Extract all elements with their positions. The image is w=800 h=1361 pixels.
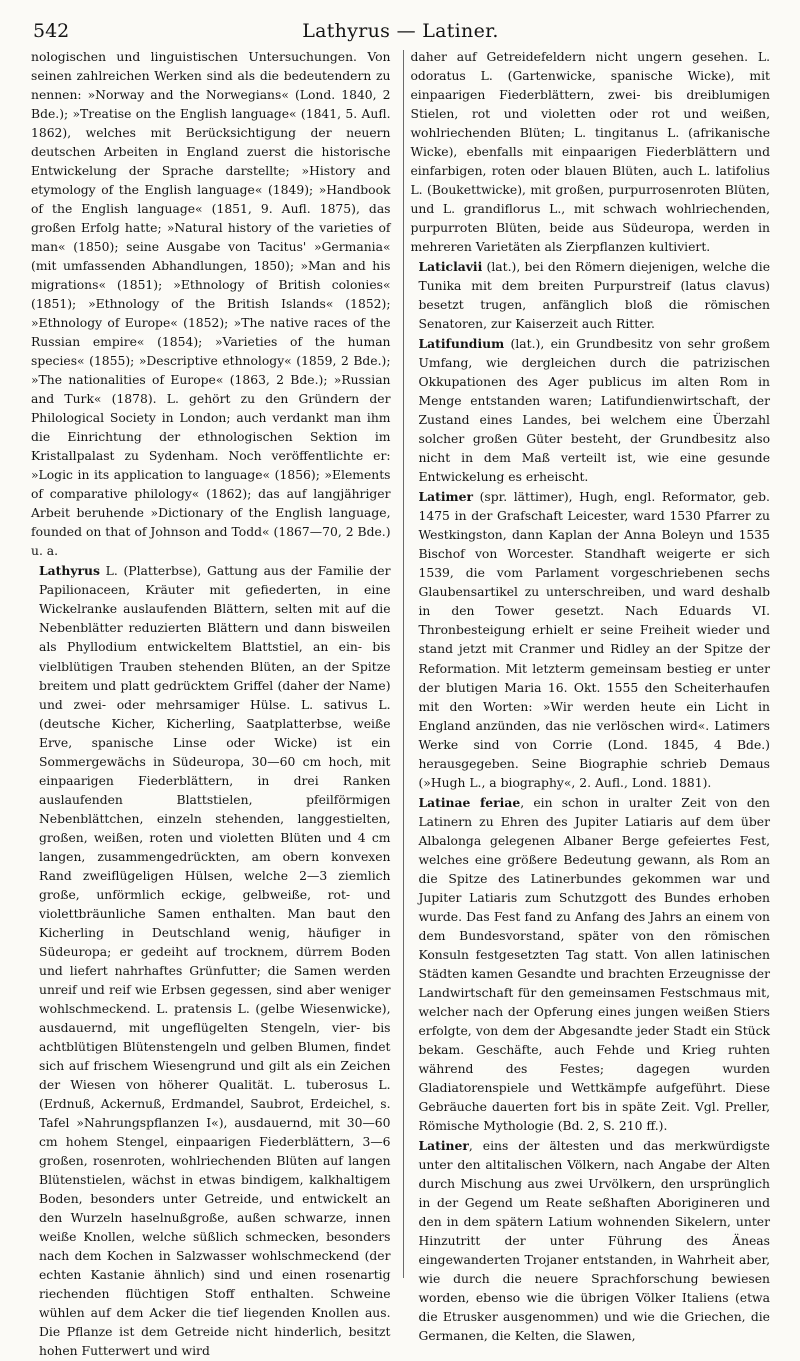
- entry-text: (spr. lättimer), Hugh, engl. Reformator, geb. 1475 in der Grafschaft Leicester, ward 1530 Pfarrer zu Westkingston, dann Kaplan der Anna Boleyn und 1535 Bischof von Worcester. Standhaft weigerte er sich 1539, die vom Parlament vorgeschriebenen sechs Glaubensartikel zu unterschreiben, und ward deshalb in den Tower gesetzt. Nach Eduards VI. Thronbesteigung erhielt er seine Freiheit wieder und stand jetzt mit Cranmer und Ridley an der Spitze der Reformation. Mit letzterm gemeinsam bestieg er unter der blutigen Maria 16. Okt. 1555 den Scheiterhaufen mit den Worten: »Wir werden heute ein Licht in England anzünden, das nie verlöschen wird«. Latimers Werke sind von Corrie (Lond. 1845, 4 Bde.) herausgegeben. Seine Biographie schrieb Demaus (»Hugh L., a biography«, 2. Aufl., Lond. 1881).: [418, 490, 770, 790]
- right-column: [410, 48, 770, 1361]
- entry-headword: Latifundium: [418, 336, 505, 352]
- entry-headword: Lathyrus: [39, 563, 100, 579]
- entry-continuation: [31, 48, 391, 561]
- entry-text: , ein schon in uralter Zeit von den Latinern zu Ehren des Jupiter Latiaris auf dem über Albalonga gelegenen Albaner Berge gefeiertes Fest, welches eine größere Bedeutung gewann, als Rom an die Spitze des Latinerbundes gekommen war und Jupiter Latiaris zum Schutzgott des Bundes erhoben wurde. Das Fest fand zu Anfang des Jahrs an einem von dem Bundesvorstand, später von den römischen Konsuln festgesetzten Tag statt. Von allen latinischen Städten kamen Gesandte und brachten Erzeugnisse der Landwirtschaft für den gemeinsamen Festschmaus mit, welcher nach der Opferung eines jungen weißen Stiers erfolgte, von dem der Abgesandte jeder Stadt ein Stück bekam. Geschäfte, auch Fehde und Krieg ruhten während des Festes; dagegen wurden Gladiatorenspiele und Wettkämpfe aufgeführt. Diese Gebräuche dauerten fort bis in späte Zeit. Vgl. Preller, Römische Mythologie (Bd. 2, S. 210 ff.).: [418, 795, 770, 1133]
- entry-text: daher auf Getreidefeldern nicht ungern gesehen. L. odoratus L. (Gartenwicke, spanische Wicke), mit einpaarigen Fiederblättern, zwei- bis dreiblumigen Stielen, rot und violetten oder rot und weißen, wohlriechenden Blüten; L. tingitanus L. (afrikanische Wicke), ebenfalls mit einpaarigen Fiederblättern und einfarbigen, roten oder blauen Blüten, auch L. latifolius L. (Boukettwicke), mit großen, purpurrosenroten Blüten, und L. grandiflorus L., mit schwach wohlriechenden, purpurroten Blüten, beide aus Südeuropa, werden in mehreren Varietäten als Zierpflanzen kultiviert.: [410, 50, 770, 255]
- left-column: [31, 48, 396, 1361]
- entry-headword: Latiner: [418, 1137, 469, 1153]
- entry-latifundium: [410, 334, 770, 487]
- entry-text: , eins der ältesten und das merkwürdigste unter den altitalischen Völkern, nach Angabe der Alten durch Mischung aus zwei Urvölkern, den ursprünglich in der Gegend um Reate seßhaften Aborigineren und den in dem spätern Latium wohnenden Sikelern, unter Hinzutritt der unter Führung des Äneas eingewanderten Trojaner entstanden, in Wahrheit aber, wie durch die neuere Sprachforschung bewiesen worden, ebenso wie die übrigen Völker Italiens (etwa die Etrusker ausgenommen) und wie die Griechen, die Germanen, die Kelten, die Slawen,: [418, 1138, 770, 1344]
- entry-headword: Laticlavii: [418, 259, 483, 275]
- entry-latimer: [410, 487, 770, 792]
- entry-lathyrus: [31, 561, 391, 1361]
- entry-laticlavii: [410, 257, 770, 334]
- column-divider: [403, 50, 404, 1278]
- entry-headword: Latinae feriae: [418, 794, 521, 810]
- entry-latinae-feriae: [410, 793, 770, 1136]
- running-head: Lathyrus — Latiner.: [302, 20, 499, 42]
- entry-latiner: [410, 1136, 770, 1346]
- entry-text: (lat.), ein Grundbesitz von sehr großem Umfang, wie dergleichen durch die patrizischen Okkupationen des Ager publicus im alten Rom in Menge entstanden waren; Latifundienwirtschaft, der Zustand eines Landes, bei welchem eine Überzahl solcher großen Güter besteht, der Grundbesitz also nicht in dem Maß verteilt ist, wie eine gesunde Entwickelung es erheischt.: [418, 337, 770, 485]
- entry-text: L. (Platterbse), Gattung aus der Familie der Papilionaceen, Kräuter mit gefiederten, in eine Wickelranke auslaufenden Blättern, selten mit auf die Nebenblätter reduzierten Blättern und dann bisweilen als Phyllodium entwickeltem Blattstiel, an ein- bis vielblütigen Trauben stehenden Blüten, an der Spitze breitem und platt gedrücktem Griffel (daher der Name) und zwei- oder mehrsamiger Hülse. L. sativus L. (deutsche Kicher, Kicherling, Saatplatterbse, weiße Erve, spanische Linse oder Wicke) ist ein Sommergewächs in Südeuropa, 30—60 cm hoch, mit einpaarigen Fiederblättern, in drei Ranken auslaufenden Blattstielen, pfeilförmigen Nebenblättchen, einzeln stehenden, langgestielten, großen, weißen, roten und violetten Blüten und 4 cm langen, zusammengedrückten, am obern konvexen Rand zweiflügeligen Hülsen, welche 2—3 ziemlich große, unförmlich eckige, gelbweiße, rot- und violettbräunliche Samen enthalten. Man baut den Kicherling in Deutschland wenig, häufiger in Südeuropa; er gedeiht auf trocknem, dürrem Boden und liefert nahrhaftes Grünfutter; die Samen werden unreif und reif wie Erbsen gegessen, sind aber weniger wohlschmeckend. L. pratensis L. (gelbe Wiesenwicke), ausdauernd, mit ungeflügelten Stengeln, vier- bis achtblütigen Blütenstengeln und gelben Blumen, findet sich auf frischem Wiesengrund und gilt als ein Zeichen der Wiesen von höherer Qualität. L. tuberosus L. (Erdnuß, Ackernuß, Erdmandel, Saubrot, Erdeichel, s. Tafel »Nahrungspflanzen I«), ausdauernd, mit 30—60 cm hohem Stengel, einpaarigen Fiederblättern, 3—6 großen, rosenroten, wohlriechenden Blüten auf langen Blütenstielen, wächst in etwas bindigem, kalkhaltigem Boden, besonders unter Getreide, und entwickelt an den Wurzeln haselnußgroße, außen schwarze, innen weiße Knollen, welche süßlich schmecken, besonders nach dem Kochen in Salzwasser wohlschmeckend (der echten Kastanie ähnlich) sind und einen rosenartig riechenden flüchtigen Stoff enthalten. Schweine wühlen auf dem Acker die tief liegenden Knollen aus. Die Pflanze ist dem Getreide nicht hinderlich, besitzt hohen Futterwert und wird: [39, 564, 391, 1359]
- entry-headword: Latimer: [418, 489, 473, 505]
- page-number: 542: [33, 20, 70, 42]
- entry-text: (lat.), bei den Römern diejenigen, welche die Tunika mit dem breiten Purpurstreif (latus clavus) besetzt trugen, anfänglich bloß die römischen Senatoren, zur Kaiserzeit auch Ritter.: [418, 260, 770, 332]
- page-header: [31, 14, 770, 48]
- text-columns: [31, 48, 770, 1361]
- entry-continuation: [410, 48, 770, 257]
- entry-text: nologischen und linguistischen Untersuchungen. Von seinen zahlreichen Werken sind als die bedeutendern zu nennen: »Norway and the Norwegians« (Lond. 1840, 2 Bde.); »Treatise on the English language« (1841, 5. Aufl. 1862), welches mit Berücksichtigung der neuern deutschen Arbeiten in England zuerst die historische Entwickelung der Sprache darstellte; »History and etymology of the English language« (1849); »Handbook of the English language« (1851, 9. Aufl. 1875), das großen Erfolg hatte; »Natural history of the varieties of man« (1850); seine Ausgabe von Tacitus' »Germania« (mit umfassenden Abhandlungen, 1850); »Man and his migrations« (1851); »Ethnology of British colonies« (1851); »Ethnology of the British Islands« (1852); »Ethnology of Europe« (1852); »The native races of the Russian empire« (1854); »Varieties of the human species« (1855); »Descriptive ethnology« (1859, 2 Bde.); »The nationalities of Europe« (1863, 2 Bde.); »Russian and Turk« (1878). L. gehört zu den Gründern der Philological Society in London; auch verdankt man ihm die Einrichtung der ethnologischen Sektion im Kristallpalast zu Sydenham. Noch veröffentlichte er: »Logic in its application to language« (1856); »Elements of comparative philology« (1862); das auf langjähriger Arbeit beruhende »Dictionary of the English language, founded on that of Johnson and Todd« (1867—70, 2 Bde.) u. a.: [31, 50, 391, 559]
